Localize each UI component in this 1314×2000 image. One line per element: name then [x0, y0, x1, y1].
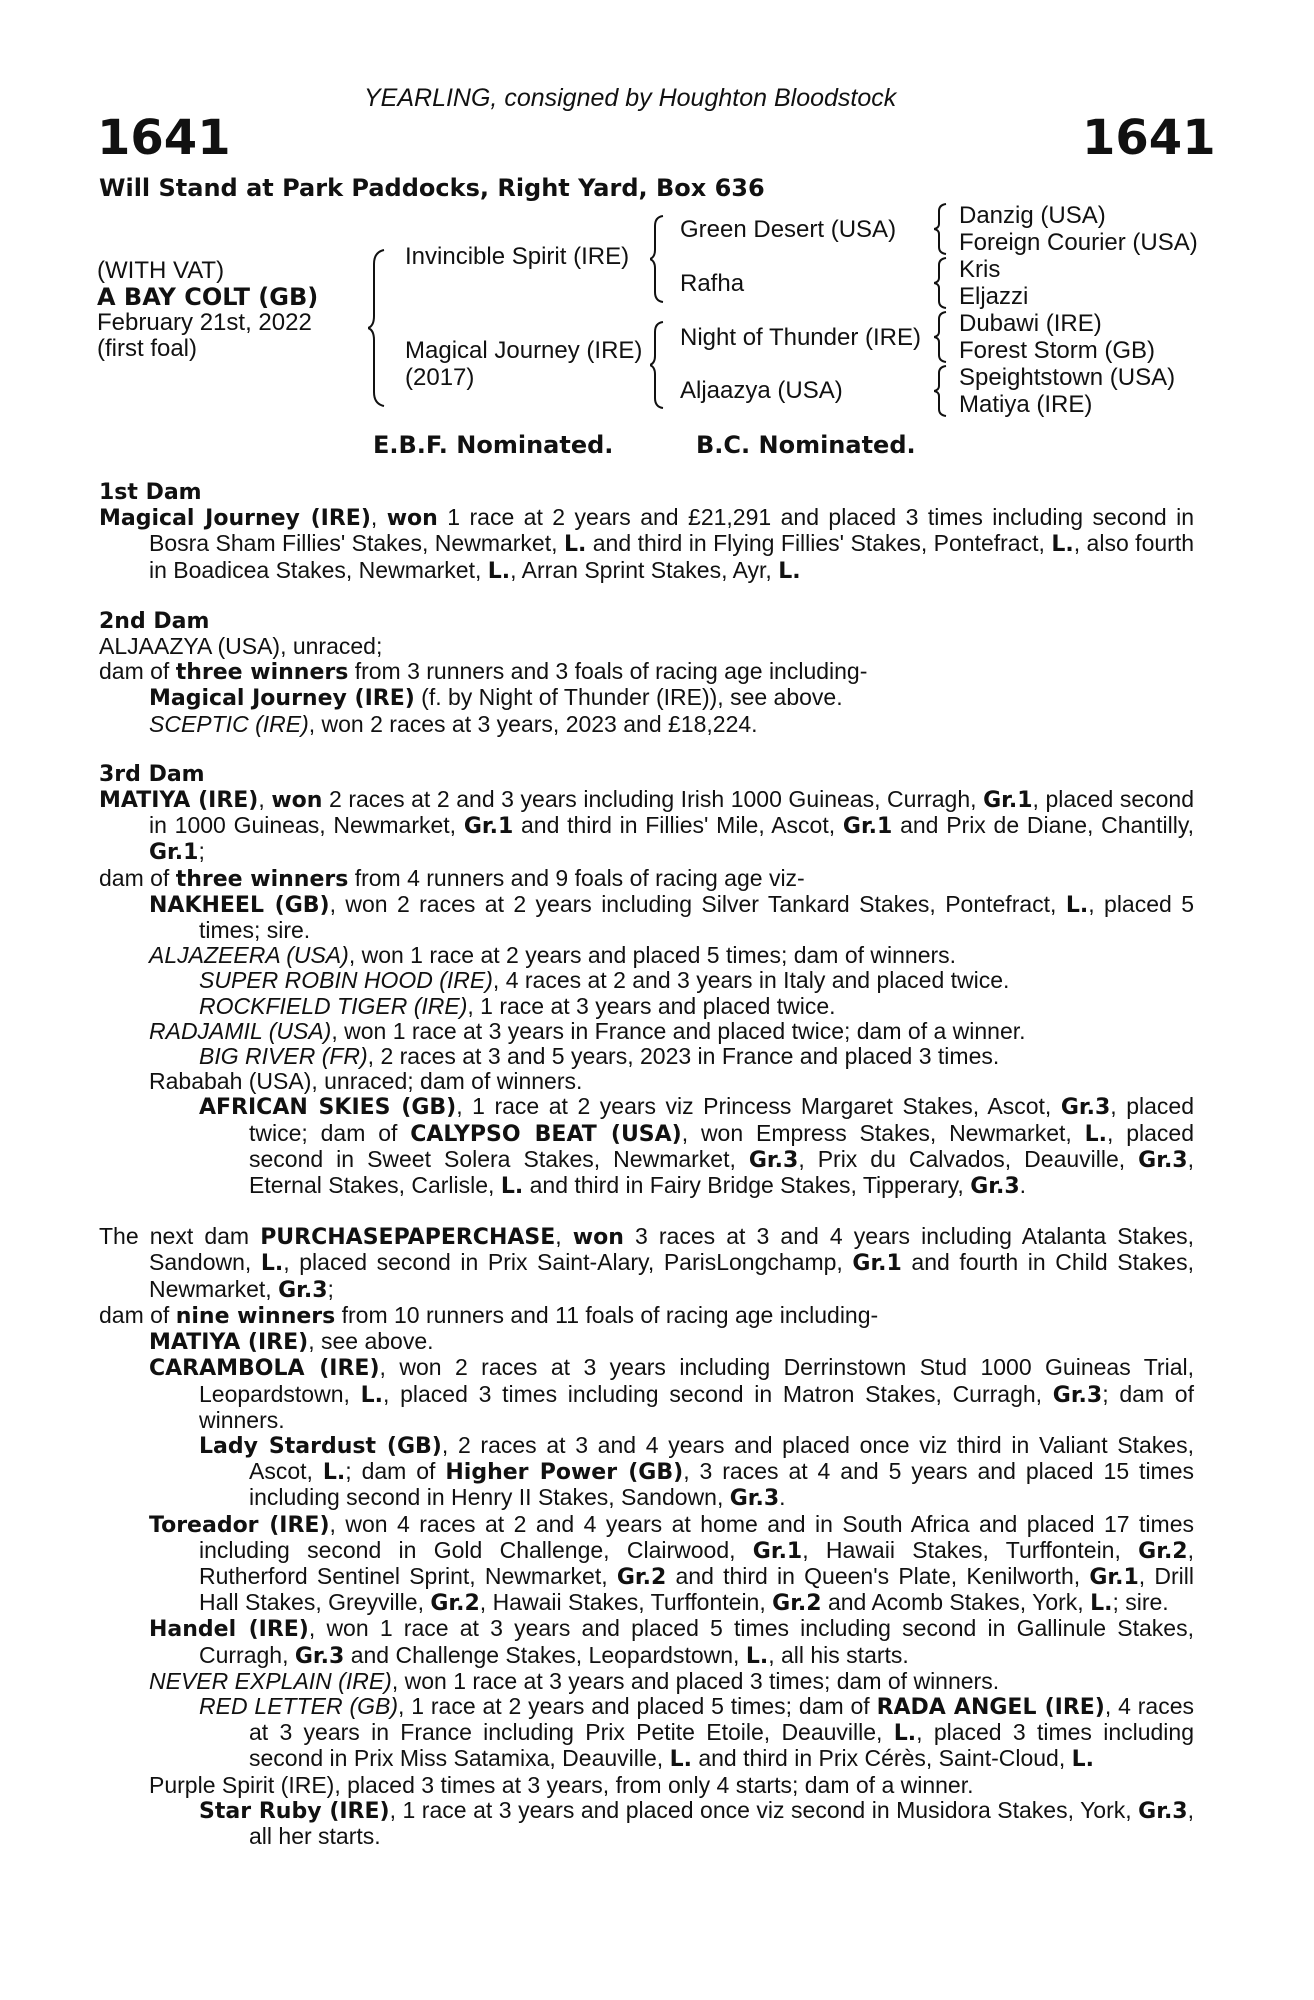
produce-entry: Rababah (USA), unraced; dam of winners. — [149, 1068, 583, 1095]
text-run: , placed 3 times including second in Prix Miss Satamixa, Deauville, — [249, 1719, 1194, 1772]
text-run: , Drill Hall Stakes, Greyville, — [199, 1562, 1194, 1616]
produce-entry — [99, 685, 1194, 711]
pedigree-sire-sire: Green Desert (USA) — [680, 216, 897, 243]
produce-entry — [99, 1044, 1194, 1069]
text-run: and third in Fairy Bridge Stakes, Tipperary, — [523, 1172, 971, 1199]
text-run: , Arran Sprint Stakes, Ayr, — [510, 556, 779, 583]
text-run: and third in Fillies' Mile, Ascot, — [513, 812, 843, 839]
pedigree-dss: Dubawi (IRE) — [959, 310, 1102, 337]
produce-name: Toreador (IRE) — [149, 1512, 330, 1538]
grade-label: Gr.3 — [729, 1486, 780, 1512]
text-run: and third in Queen's Plate, Kenilworth, — [666, 1562, 1090, 1589]
text-run: , also fourth in Boadicea Stakes, Newmarket, — [149, 530, 1194, 583]
pedigree-ddd: Matiya (IRE) — [959, 391, 1093, 418]
text-run: , won 2 races at 3 years, 2023 and £18,224. — [308, 710, 758, 737]
third-dam-heading: 3rd Dam — [99, 761, 205, 787]
grade-label: Gr.3 — [278, 1277, 328, 1303]
text-run: , won 1 race at 3 years and placed 5 times including second in Gallinule Stakes, Curragh, — [199, 1615, 1194, 1668]
dam-name: PURCHASEPAPERCHASE — [260, 1225, 556, 1251]
lot-number-right: 1641 — [1082, 110, 1216, 166]
text-run: ; dam of — [345, 1458, 446, 1485]
produce-entry — [99, 1019, 1194, 1044]
listed-label: L. — [669, 1747, 692, 1773]
pedigree-dam-year: (2017) — [405, 364, 475, 391]
text-run: from 3 runners and 3 foals of racing age including- — [348, 658, 868, 685]
produce-entry — [99, 968, 1194, 993]
listed-label: L. — [487, 558, 511, 584]
dam-name: Magical Journey (IRE) — [99, 506, 371, 532]
text-run: (f. by Night of Thunder (IRE)), see above. — [414, 684, 843, 711]
grade-label: Gr.1 — [852, 1251, 902, 1277]
pedigree-ssd: Foreign Courier (USA) — [959, 229, 1198, 256]
text-run: , won Empress Stakes, Newmarket, — [681, 1119, 1085, 1146]
text-run: , won 2 races at 2 years including Silver Tankard Stakes, Pontefract, — [329, 890, 1066, 917]
produce-name: Lady Stardust (GB) — [199, 1433, 442, 1459]
produce-name: RED LETTER (GB) — [199, 1692, 398, 1719]
first-dam-heading: 1st Dam — [99, 480, 202, 505]
second-dam-heading: 2nd Dam — [99, 608, 210, 634]
text-run: , won 4 races at 2 and 4 years at home and in South Africa and placed 17 times including second in Gold Challenge, Clairwood, — [199, 1510, 1194, 1563]
text-run: and third in Prix Cérès, Saint-Cloud, — [691, 1745, 1072, 1772]
produce-entry — [99, 1355, 1194, 1433]
grade-label: Gr.1 — [463, 814, 514, 840]
grade-label: Gr.3 — [970, 1174, 1020, 1200]
next-dam-paragraph: The next dam PURCHASEPAPERCHASE, won 3 races at 3 and 4 years including Atalanta Stakes, Sandown, L., placed second in Prix Saint-Alary, ParisLongchamp, Gr.1 and fourth in Child Stakes, Newmarket, Gr.3; — [99, 1223, 1194, 1303]
text-run: and Prix de Diane, Chantilly, — [892, 812, 1195, 839]
listed-label: L. — [893, 1721, 917, 1747]
produce-name: BIG RIVER (FR) — [199, 1043, 368, 1070]
text-run: , see above. — [308, 1328, 434, 1355]
pedigree-brace-ds — [934, 310, 948, 364]
pedigree-brace-sire — [650, 214, 666, 304]
text-run: , all his starts. — [768, 1641, 909, 1668]
grade-label: Gr.1 — [149, 840, 199, 866]
horse-note: (first foal) — [97, 335, 198, 362]
third-dam-produce — [99, 866, 1194, 892]
text-run: , all her starts. — [249, 1796, 1194, 1849]
grade-label: Gr.2 — [1138, 1538, 1188, 1564]
grade-label: Gr.1 — [1089, 1564, 1139, 1590]
text-run: , placed second in Prix Saint-Alary, ParisLongchamp, — [283, 1249, 853, 1276]
grade-label: Gr.3 — [748, 1147, 799, 1173]
produce-name: ROCKFIELD TIGER (IRE) — [199, 992, 468, 1019]
text-run: from 10 runners and 11 foals of racing age including- — [335, 1301, 879, 1328]
produce-name: CARAMBOLA (IRE) — [149, 1356, 380, 1382]
listed-label: L. — [500, 1174, 524, 1200]
produce-name: Higher Power (GB) — [445, 1460, 684, 1486]
produce-entry — [99, 1512, 1194, 1617]
pedigree-dam: Magical Journey (IRE) — [405, 337, 643, 364]
text-run: , Hawaii Stakes, Turffontein, — [802, 1536, 1139, 1563]
produce-name: MATIYA (IRE) — [149, 1330, 309, 1356]
produce-name: AFRICAN SKIES (GB) — [199, 1095, 457, 1121]
grade-label: Gr.3 — [1138, 1798, 1188, 1824]
listed-label: L. — [778, 558, 801, 584]
text-run: , 1 race at 2 years and placed 5 times; dam of — [398, 1692, 877, 1719]
listed-label: L. — [260, 1251, 284, 1277]
produce-name: NEVER EXPLAIN (IRE) — [149, 1667, 392, 1694]
text-run: , Prix du Calvados, Deauville, — [798, 1145, 1139, 1172]
pedigree-brace-ss — [934, 202, 948, 256]
lot-number-left: 1641 — [97, 110, 231, 166]
text-run: , 1 race at 3 years and placed once viz second in Musidora Stakes, York, — [389, 1796, 1139, 1823]
text-run: , 3 races at 4 and 5 years and placed 15 times including second in Henry II Stakes, Sandown, — [249, 1458, 1194, 1511]
third-dam-paragraph: MATIYA (IRE), won 2 races at 2 and 3 years including Irish 1000 Guineas, Curragh, Gr.1, placed second in 1000 Guineas, Newmarket, Gr.1 and third in Fillies' Mile, Ascot, Gr.1 and Prix de Diane, Chantilly, Gr.1; — [99, 786, 1195, 866]
pedigree-sdd: Eljazzi — [959, 283, 1029, 310]
pedigree-sss: Danzig (USA) — [959, 202, 1106, 229]
text-run: , 1 race at 2 years viz Princess Margaret Stakes, Ascot, — [456, 1093, 1061, 1120]
text-run: , Rutherford Sentinel Sprint, Newmarket, — [199, 1536, 1194, 1589]
pedigree-sds: Kris — [959, 256, 1001, 283]
catalogue-body — [99, 480, 1194, 1849]
produce-entry — [99, 994, 1194, 1019]
text-run: , Eternal Stakes, Carlisle, — [249, 1145, 1194, 1199]
listed-label: L. — [745, 1643, 769, 1669]
text-run: and fourth in Child Stakes, Newmarket, — [149, 1249, 1194, 1302]
pedigree-dam-dam: Aljaazya (USA) — [680, 377, 843, 404]
text-run: , 2 races at 3 and 4 years and placed once viz third in Valiant Stakes, Ascot, — [249, 1431, 1194, 1485]
text-run: , placed 3 times including second in Matron Stakes, Curragh, — [383, 1380, 1053, 1407]
text-run: The next dam — [99, 1223, 261, 1250]
text-run: , won 1 race at 3 years and placed 3 times; dam of winners. — [391, 1667, 1000, 1694]
listed-label: L. — [1065, 892, 1089, 918]
winners-count: three winners — [175, 660, 349, 686]
pedigree-dam-sire: Night of Thunder (IRE) — [680, 324, 921, 351]
horse-name: A BAY COLT (GB) — [97, 283, 319, 311]
produce-entry — [99, 1094, 1194, 1199]
listed-label: L. — [1084, 1121, 1107, 1147]
text-run: and third in Flying Fillies' Stakes, Pontefract, — [586, 530, 1052, 557]
grade-label: Gr.1 — [983, 788, 1033, 814]
produce-name: ALJAZEERA (USA) — [149, 942, 349, 969]
listed-label: L. — [1090, 1591, 1113, 1617]
listed-label: L. — [322, 1460, 346, 1486]
winners-count: three winners — [175, 866, 349, 892]
text-run: ; dam of winners. — [199, 1380, 1194, 1433]
first-dam-paragraph: Magical Journey (IRE), won 1 race at 2 years and £21,291 and placed 3 times including second in Bosra Sham Fillies' Stakes, Newmarket, L. and third in Flying Fillies' Stakes, Pontefract, L., also fourth in Boadicea Stakes, Newmarket, L., Arran Sprint Stakes, Ayr, L. — [99, 504, 1194, 584]
won-label: won — [271, 788, 323, 814]
produce-name: Magical Journey (IRE) — [149, 686, 415, 712]
text-run: 1 race at 2 years and £21,291 and placed 3 times including second in Bosra Sham Fillies' Stakes, Newmarket, — [149, 504, 1194, 557]
text-run: , 2 races at 3 and 5 years, 2023 in France and placed 3 times. — [367, 1043, 1000, 1070]
produce-entry — [99, 1616, 1194, 1668]
produce-entry: Purple Spirit (IRE), placed 3 times at 3 years, from only 4 starts; dam of a winner. — [149, 1771, 974, 1798]
text-run: dam of — [99, 1301, 176, 1328]
text-run: dam of — [99, 658, 176, 685]
pedigree-brace-dd — [934, 364, 948, 418]
bc-nomination: B.C. Nominated. — [696, 431, 916, 459]
consignment-header: YEARLING, consigned by Houghton Bloodstock — [364, 84, 897, 112]
text-run: ; — [327, 1275, 334, 1302]
text-run: from 4 runners and 9 foals of racing age viz- — [348, 864, 805, 891]
second-dam-produce — [99, 659, 1194, 685]
text-run: dam of — [99, 864, 176, 891]
horse-dob: February 21st, 2022 — [97, 309, 312, 336]
listed-label: L. — [1051, 532, 1074, 558]
text-run: . — [1019, 1172, 1027, 1199]
text-run: , 4 races at 2 and 3 years in Italy and placed twice. — [492, 967, 1010, 994]
produce-entry — [99, 943, 1194, 968]
produce-entry — [99, 1669, 1194, 1694]
produce-entry — [99, 1694, 1194, 1773]
grade-label: Gr.3 — [1060, 1095, 1111, 1121]
text-run: , placed 5 times; sire. — [199, 890, 1194, 944]
text-run: , Hawaii Stakes, Turffontein, — [479, 1589, 773, 1616]
grade-label: Gr.3 — [294, 1643, 345, 1669]
stand-location: Will Stand at Park Paddocks, Right Yard, Box 636 — [99, 174, 765, 202]
text-run: 3 races at 3 and 4 years including Atalanta Stakes, Sandown, — [149, 1223, 1194, 1276]
text-run: , 1 race at 3 years and placed twice. — [467, 992, 836, 1019]
grade-label: Gr.3 — [1052, 1382, 1103, 1408]
listed-label: L. — [1071, 1747, 1095, 1773]
grade-label: Gr.1 — [842, 814, 893, 840]
pedigree-dsd: Forest Storm (GB) — [959, 337, 1156, 364]
pedigree-sire: Invincible Spirit (IRE) — [405, 243, 630, 270]
grade-label: Gr.1 — [752, 1538, 803, 1564]
produce-name: RADA ANGEL (IRE) — [876, 1694, 1105, 1720]
won-label: won — [386, 506, 438, 532]
text-run: and Acomb Stakes, York, — [821, 1589, 1091, 1616]
text-run: , 4 races at 3 years in France including Prix Petite Etoile, Deauville, — [249, 1692, 1194, 1746]
won-label: won — [572, 1225, 624, 1251]
produce-name: Handel (IRE) — [149, 1617, 309, 1643]
second-dam-line: ALJAAZYA (USA), unraced; — [99, 633, 383, 660]
text-run: ; sire. — [1112, 1589, 1169, 1616]
ebf-nomination: E.B.F. Nominated. — [373, 431, 614, 459]
text-run: , won 1 race at 2 years and placed 5 times; dam of winners. — [348, 942, 957, 969]
grade-label: Gr.2 — [616, 1564, 667, 1590]
grade-label: Gr.2 — [430, 1591, 480, 1617]
text-run: , won 2 races at 3 years including Derrinstown Stud 1000 Guineas Trial, Leopardstown, — [199, 1354, 1194, 1407]
text-run: , placed second in 1000 Guineas, Newmarket, — [149, 786, 1194, 839]
pedigree-sire-dam: Rafha — [680, 270, 745, 297]
text-run: 2 races at 2 and 3 years including Irish 1000 Guineas, Curragh, — [322, 786, 984, 813]
text-run: , placed second in Sweet Solera Stakes, Newmarket, — [249, 1119, 1194, 1172]
pedigree-brace-dam — [650, 320, 666, 410]
produce-name: NAKHEEL (GB) — [149, 892, 330, 918]
produce-name: SCEPTIC (IRE) — [149, 710, 309, 737]
produce-entry — [99, 1329, 1194, 1355]
produce-entry — [99, 892, 1194, 943]
next-dam-produce — [99, 1303, 1194, 1329]
produce-name: CALYPSO BEAT (USA) — [410, 1121, 682, 1147]
produce-name: Star Ruby (IRE) — [199, 1798, 390, 1824]
produce-entry — [99, 1798, 1194, 1849]
produce-entry — [99, 1433, 1194, 1512]
produce-name: RADJAMIL (USA) — [149, 1017, 332, 1044]
listed-label: L. — [563, 532, 587, 558]
text-run: ; — [198, 838, 205, 865]
vat-note: (WITH VAT) — [97, 257, 225, 284]
listed-label: L. — [360, 1382, 383, 1408]
dam-name: MATIYA (IRE) — [99, 788, 259, 814]
pedigree-brace-sd — [934, 256, 948, 310]
grade-label: Gr.2 — [772, 1591, 822, 1617]
produce-name: SUPER ROBIN HOOD (IRE) — [199, 967, 493, 994]
produce-entry — [99, 712, 1194, 737]
text-run: . — [779, 1484, 786, 1511]
winners-count: nine winners — [175, 1303, 336, 1329]
grade-label: Gr.3 — [1138, 1147, 1188, 1173]
text-run: , placed twice; dam of — [249, 1093, 1194, 1146]
pedigree-brace-main — [368, 248, 388, 408]
pedigree-dds: Speightstown (USA) — [959, 364, 1176, 391]
text-run: , won 1 race at 3 years in France and placed twice; dam of a winner. — [331, 1017, 1026, 1044]
text-run: and Challenge Stakes, Leopardstown, — [344, 1641, 746, 1668]
